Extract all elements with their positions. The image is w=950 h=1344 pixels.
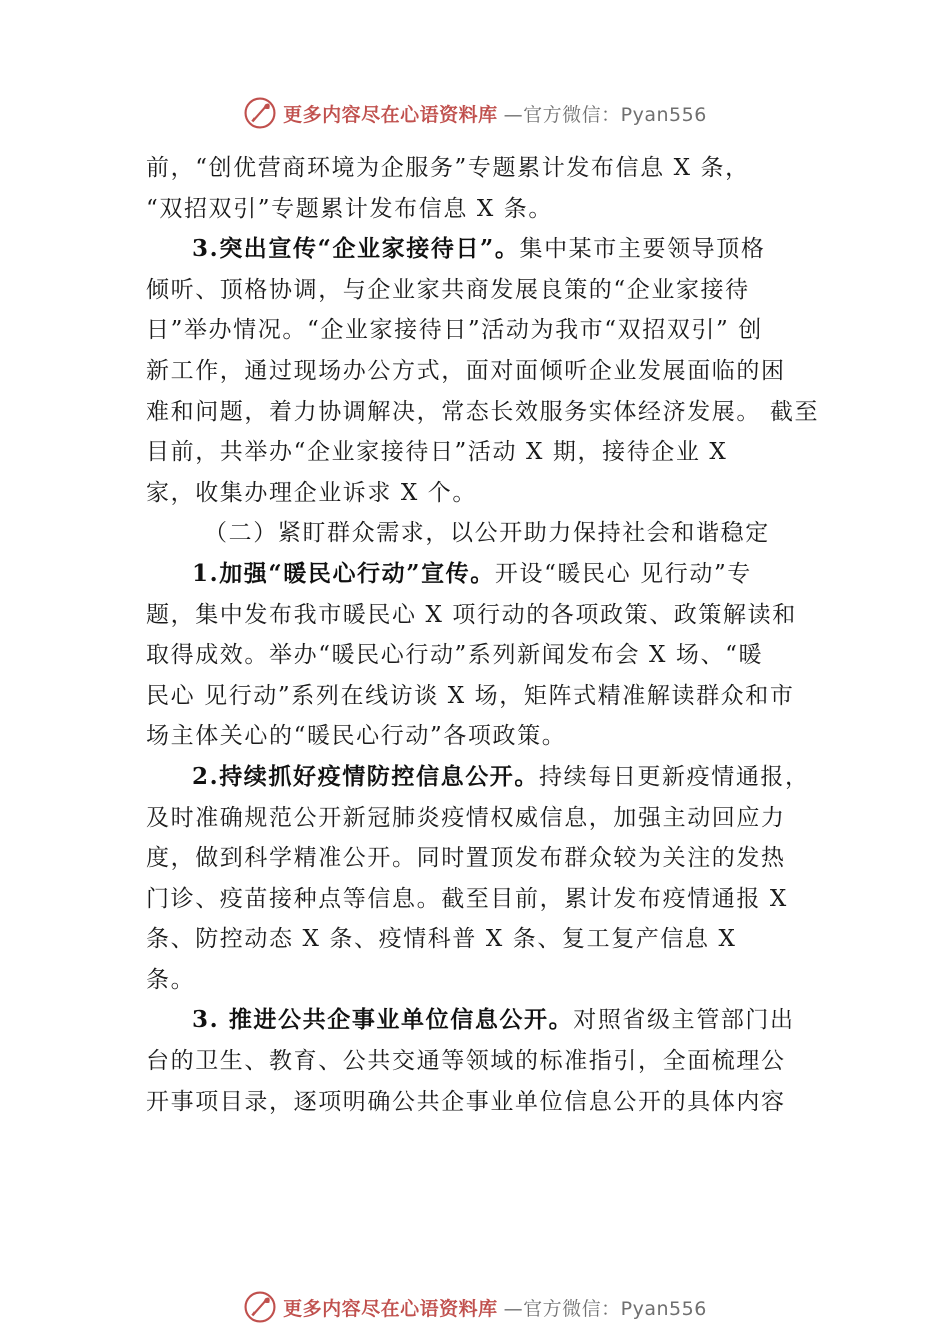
line: 家，收集办理企业诉求 X 个。 (146, 479, 477, 506)
line: 条、防控动态 X 条、疫情科普 X 条、复工复产信息 X (146, 926, 737, 953)
watermark-brand-text: 更多内容尽在心语资料库 (283, 1297, 498, 1320)
quill-logo-icon (243, 1290, 277, 1324)
line: 取得成效。举办“暖民心行动”系列新闻发布会 X 场、“暖 (146, 642, 764, 669)
section-heading-public-units: 3. 推进公共企事业单位信息公开。 (192, 1006, 574, 1034)
quill-logo-icon (243, 96, 277, 130)
watermark-footer (0, 1290, 950, 1324)
line: 度，做到科学精准公开。同时置顶发布群众较为关注的发热 (146, 845, 786, 872)
section-heading-entrepreneur-day: 3.突出宣传“企业家接待日”。 (192, 235, 520, 263)
line: 题，集中发布我市暖民心 X 项行动的各项政策、政策解读和 (146, 601, 797, 628)
line: 门诊、疫苗接种点等信息。截至目前，累计发布疫情通报 X (146, 885, 788, 912)
watermark-wechat-text: —官方微信：Pyan556 (503, 103, 707, 126)
section-heading-warm-heart: 1.加强“暖民心行动”宣传。 (192, 559, 495, 587)
line: 目前，共举办“企业家接待日”活动 X 期，接待企业 X (146, 439, 728, 466)
line: 开设“暖民心 见行动”专 (494, 560, 752, 587)
line: 台的卫生、教育、公共交通等领域的标准指引，全面梳理公 (146, 1048, 786, 1075)
line: 对照省级主管部门出 (573, 1007, 795, 1034)
line: 难和问题，着力协调解决，常态长效服务实体经济发展。 截至 (146, 398, 820, 425)
line: “双招双引”专题累计发布信息 X 条。 (146, 195, 553, 222)
line: 条。 (146, 966, 196, 993)
section-heading-epidemic: 2.持续抓好疫情防控信息公开。 (192, 762, 540, 790)
line: 开事项目录，逐项明确公共企事业单位信息公开的具体内容 (146, 1088, 786, 1115)
line: 持续每日更新疫情通报， (539, 763, 810, 790)
paragraph-epidemic-info (146, 757, 820, 1001)
line: 前，“创优营商环境为企服务”专题累计发布信息 X 条， (146, 155, 750, 181)
paragraph-warm-heart-action (146, 554, 820, 757)
watermark-header (0, 96, 950, 130)
line: 倾听、顶格协调，与企业家共商发展良策的“企业家接待 (146, 276, 750, 303)
line: 及时准确规范公开新冠肺炎疫情权威信息，加强主动回应力 (146, 804, 786, 831)
line: 场主体关心的“暖民心行动”各项政策。 (146, 723, 567, 750)
paragraph-continued (146, 148, 820, 229)
watermark-wechat-text: —官方微信：Pyan556 (503, 1297, 707, 1320)
line: 新工作，通过现场办公方式，面对面倾听企业发展面临的困 (146, 357, 786, 384)
line: 日”举办情况。“企业家接待日”活动为我市“双招双引” 创 (146, 317, 763, 344)
line: 民心 见行动”系列在线访谈 X 场，矩阵式精准解读群众和市 (146, 682, 795, 709)
document-body (146, 148, 820, 1122)
watermark-brand-text: 更多内容尽在心语资料库 (283, 103, 498, 126)
paragraph-public-units (146, 1000, 820, 1122)
subsection-heading: （二）紧盯群众需求，以公开助力保持社会和谐稳定 (204, 520, 770, 547)
line: 集中某市主要领导顶格 (519, 236, 766, 263)
paragraph-entrepreneur-day (146, 229, 820, 513)
